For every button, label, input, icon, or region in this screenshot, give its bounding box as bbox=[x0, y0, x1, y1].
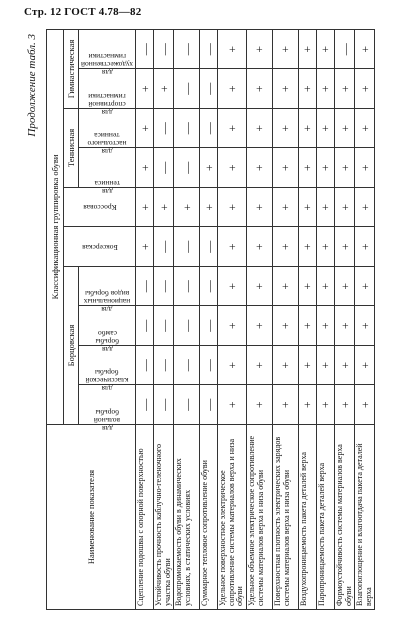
applicability-mark-cell: — bbox=[174, 69, 200, 109]
applicability-mark-cell: + bbox=[246, 267, 272, 307]
table-row bbox=[272, 29, 298, 609]
applicability-mark-cell: — bbox=[174, 385, 200, 425]
applicability-mark-cell: — bbox=[154, 267, 174, 307]
applicability-mark-cell: + bbox=[272, 346, 298, 386]
group-header-boxing: Боксерская bbox=[64, 227, 136, 267]
applicability-mark-cell: + bbox=[316, 29, 334, 69]
applicability-mark-cell: — bbox=[154, 148, 174, 188]
subcolumn-header: для вольной борьбы bbox=[79, 385, 136, 425]
applicability-mark-cell: + bbox=[316, 148, 334, 188]
table-row bbox=[200, 29, 218, 609]
applicability-mark-cell: + bbox=[272, 306, 298, 346]
applicability-mark-cell: + bbox=[218, 29, 247, 69]
applicability-mark-cell: + bbox=[154, 69, 174, 109]
applicability-mark-cell: + bbox=[246, 69, 272, 109]
indicator-column-header: Наименование показателя bbox=[47, 425, 136, 610]
applicability-mark-cell: + bbox=[355, 385, 375, 425]
applicability-mark-cell: + bbox=[272, 148, 298, 188]
applicability-mark-cell: + bbox=[174, 188, 200, 228]
table-row bbox=[218, 29, 247, 609]
table-row bbox=[298, 29, 316, 609]
applicability-mark-cell: — bbox=[174, 148, 200, 188]
page-header: Стр. 12 ГОСТ 4.78—82 bbox=[24, 6, 142, 18]
group-header-cross: Кроссовая bbox=[64, 188, 136, 228]
applicability-mark-cell: + bbox=[316, 306, 334, 346]
applicability-mark-cell: + bbox=[334, 188, 354, 228]
applicability-mark-cell: + bbox=[298, 385, 316, 425]
indicator-name-cell: Устойчивость прочность каблучно-геленочного участка обуви bbox=[154, 425, 174, 610]
indicator-table bbox=[46, 29, 375, 610]
applicability-mark-cell: + bbox=[200, 148, 218, 188]
table-row bbox=[334, 29, 354, 609]
applicability-mark-cell: + bbox=[136, 69, 154, 109]
applicability-mark-cell: + bbox=[334, 306, 354, 346]
applicability-mark-cell: + bbox=[136, 188, 154, 228]
applicability-mark-cell: + bbox=[200, 188, 218, 228]
table-row bbox=[154, 29, 174, 609]
applicability-mark-cell: + bbox=[218, 227, 247, 267]
applicability-mark-cell: + bbox=[298, 306, 316, 346]
applicability-mark-cell: + bbox=[316, 267, 334, 307]
indicator-name-cell: Паропроницаемость пакета деталей верха bbox=[316, 425, 334, 610]
applicability-mark-cell: + bbox=[334, 148, 354, 188]
table-row bbox=[246, 29, 272, 609]
applicability-mark-cell: — bbox=[136, 29, 154, 69]
applicability-mark-cell: — bbox=[174, 227, 200, 267]
table-row bbox=[316, 29, 334, 609]
applicability-mark-cell: + bbox=[154, 188, 174, 228]
indicator-name-cell: Сцепление подошвы с опорной поверхностью bbox=[136, 425, 154, 610]
applicability-mark-cell: — bbox=[174, 267, 200, 307]
table-title-row bbox=[24, 30, 44, 610]
applicability-mark-cell: + bbox=[316, 69, 334, 109]
applicability-mark-cell: + bbox=[298, 148, 316, 188]
applicability-mark-cell: + bbox=[218, 188, 247, 228]
applicability-mark-cell: + bbox=[218, 69, 247, 109]
subcolumn-header: для борьбы самбо bbox=[79, 306, 136, 346]
applicability-mark-cell: + bbox=[136, 148, 154, 188]
applicability-mark-cell: — bbox=[136, 385, 154, 425]
applicability-mark-cell: + bbox=[246, 188, 272, 228]
applicability-mark-cell: + bbox=[316, 188, 334, 228]
applicability-mark-cell: + bbox=[246, 148, 272, 188]
applicability-mark-cell: + bbox=[316, 346, 334, 386]
subcolumn-header: для классической борьбы bbox=[79, 346, 136, 386]
applicability-mark-cell: + bbox=[218, 346, 247, 386]
applicability-mark-cell: + bbox=[272, 188, 298, 228]
applicability-mark-cell: + bbox=[355, 109, 375, 149]
indicator-name-cell: Формоустойчивость системы материалов верха обуви bbox=[334, 425, 354, 610]
applicability-mark-cell: + bbox=[334, 69, 354, 109]
indicator-name-cell: Удельное поверхностное электрическое сопротивление системы материалов верха и низа обуви bbox=[218, 425, 247, 610]
applicability-mark-cell: — bbox=[154, 227, 174, 267]
applicability-mark-cell: — bbox=[174, 346, 200, 386]
applicability-mark-cell: — bbox=[154, 346, 174, 386]
applicability-mark-cell: + bbox=[218, 267, 247, 307]
group-header-gymnastics: Гимнастическая bbox=[64, 29, 79, 108]
applicability-mark-cell: + bbox=[355, 29, 375, 69]
applicability-mark-cell: + bbox=[355, 267, 375, 307]
applicability-mark-cell: — bbox=[154, 306, 174, 346]
applicability-mark-cell: + bbox=[272, 29, 298, 69]
applicability-mark-cell: + bbox=[272, 69, 298, 109]
applicability-mark-cell: + bbox=[218, 148, 247, 188]
subcolumn-header: для национальных видов борьбы bbox=[79, 267, 136, 307]
applicability-mark-cell: — bbox=[200, 227, 218, 267]
applicability-mark-cell: — bbox=[136, 306, 154, 346]
indicator-name-cell: Водопромокаемость обуви в динамических условиях, в статических условиях bbox=[174, 425, 200, 610]
applicability-mark-cell: — bbox=[154, 385, 174, 425]
applicability-mark-cell: + bbox=[334, 227, 354, 267]
applicability-mark-cell: + bbox=[136, 109, 154, 149]
applicability-mark-cell: + bbox=[272, 385, 298, 425]
applicability-mark-cell: + bbox=[272, 267, 298, 307]
indicator-name-cell: Поверхностная плотность электрических зарядов системы материалов верха и низа обуви bbox=[272, 425, 298, 610]
applicability-mark-cell: + bbox=[334, 385, 354, 425]
applicability-mark-cell: + bbox=[136, 227, 154, 267]
indicator-name-cell: Воздухопроницаемость пакета деталей верха bbox=[298, 425, 316, 610]
subcolumn-header: для художественной гимнастики bbox=[79, 29, 136, 69]
applicability-mark-cell: — bbox=[136, 346, 154, 386]
applicability-mark-cell: + bbox=[298, 346, 316, 386]
indicator-name-cell: Удельное объемное электрическое сопротивление системы материалов верха и низа обуви bbox=[246, 425, 272, 610]
applicability-mark-cell: — bbox=[154, 109, 174, 149]
applicability-mark-cell: + bbox=[218, 385, 247, 425]
indicator-name-cell: Суммарное тепловое сопротивление обуви bbox=[200, 425, 218, 610]
applicability-mark-cell: + bbox=[246, 109, 272, 149]
applicability-mark-cell: + bbox=[298, 267, 316, 307]
applicability-mark-cell: + bbox=[334, 346, 354, 386]
subcolumn-header: для спортивной гимнастики bbox=[79, 69, 136, 109]
applicability-mark-cell: — bbox=[200, 109, 218, 149]
applicability-mark-cell: + bbox=[355, 227, 375, 267]
applicability-mark-cell: + bbox=[316, 227, 334, 267]
applicability-mark-cell: — bbox=[174, 29, 200, 69]
applicability-mark-cell: — bbox=[200, 385, 218, 425]
applicability-mark-cell: + bbox=[316, 385, 334, 425]
applicability-mark-cell: — bbox=[200, 346, 218, 386]
applicability-mark-cell: + bbox=[272, 109, 298, 149]
applicability-mark-cell: + bbox=[246, 227, 272, 267]
rotated-table-area bbox=[24, 30, 386, 610]
applicability-mark-cell: — bbox=[154, 29, 174, 69]
applicability-mark-cell: — bbox=[136, 267, 154, 307]
group-header-tennis: Теннисная bbox=[64, 109, 79, 188]
applicability-mark-cell: + bbox=[246, 29, 272, 69]
applicability-mark-cell: — bbox=[200, 306, 218, 346]
applicability-mark-cell: + bbox=[298, 109, 316, 149]
applicability-mark-cell: + bbox=[316, 109, 334, 149]
applicability-mark-cell: — bbox=[334, 29, 354, 69]
applicability-mark-cell: + bbox=[298, 188, 316, 228]
applicability-mark-cell: + bbox=[298, 29, 316, 69]
applicability-mark-cell: + bbox=[272, 227, 298, 267]
applicability-mark-cell: + bbox=[334, 267, 354, 307]
table-body bbox=[136, 29, 375, 609]
applicability-mark-cell: + bbox=[355, 148, 375, 188]
applicability-mark-cell: + bbox=[218, 306, 247, 346]
applicability-mark-cell: — bbox=[200, 267, 218, 307]
applicability-mark-cell: — bbox=[174, 109, 200, 149]
table-row bbox=[136, 29, 154, 609]
indicator-name-cell: Влагопоглощение и влагоотдача пакета деталей верха bbox=[355, 425, 375, 610]
applicability-mark-cell: + bbox=[355, 306, 375, 346]
applicability-mark-cell: + bbox=[334, 109, 354, 149]
applicability-mark-cell: + bbox=[246, 385, 272, 425]
applicability-mark-cell: — bbox=[174, 306, 200, 346]
classification-header: Классификационная группировка обуви bbox=[47, 29, 64, 424]
applicability-mark-cell: + bbox=[246, 306, 272, 346]
subcolumn-header: для настольного тенниса bbox=[79, 109, 136, 149]
table-row bbox=[355, 29, 375, 609]
applicability-mark-cell: + bbox=[218, 109, 247, 149]
table-row bbox=[174, 29, 200, 609]
group-header-wrestling: Борцовская bbox=[64, 267, 79, 425]
applicability-mark-cell: — bbox=[200, 69, 218, 109]
subcolumn-header: для тенниса bbox=[79, 148, 136, 188]
applicability-mark-cell: + bbox=[355, 69, 375, 109]
applicability-mark-cell: + bbox=[298, 227, 316, 267]
applicability-mark-cell: + bbox=[355, 188, 375, 228]
continuation-label: Продолжение табл. 3 bbox=[26, 34, 38, 137]
applicability-mark-cell: — bbox=[200, 29, 218, 69]
applicability-mark-cell: + bbox=[298, 69, 316, 109]
applicability-mark-cell: + bbox=[246, 346, 272, 386]
applicability-mark-cell: + bbox=[355, 346, 375, 386]
